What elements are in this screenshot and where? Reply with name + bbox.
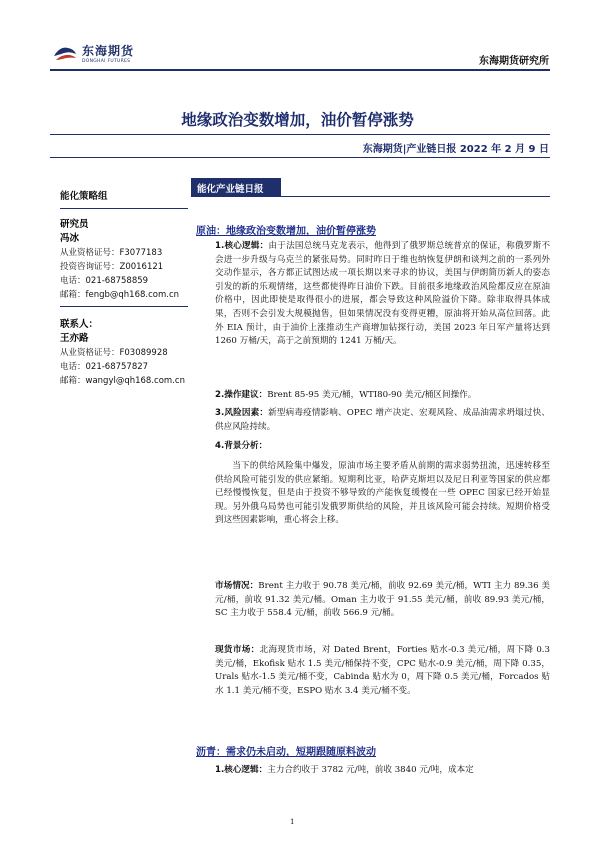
asphalt-logic-label: 1.核心逻辑： [215,765,268,775]
analyst-info-line: 电话：021-68758859 [60,276,149,286]
contact-email: 邮箱：wangyl@qh168.com.cn [60,376,185,386]
crude-spot-label: 现货市场： [215,645,260,655]
section-label: 能化产业链日报 [191,178,281,196]
analyst-info-line: 投资咨询证号：Z0016121 [60,262,164,272]
subtitle-divider [50,157,550,158]
report-title: 地缘政治变数增加，油价暂停涨势 [181,111,414,129]
crude-risk-factors [215,407,550,434]
crude-core-logic [215,240,550,349]
page-header [0,0,595,72]
crude-bg-label: 4.背景分析： [215,441,268,451]
contact-name: 王亦路 [60,333,89,344]
logo-mark-icon [52,42,78,64]
institute-name: 东海期货研究所 [479,56,549,67]
contact-heading: 联系人： [60,319,99,330]
analyst-name: 冯冰 [60,233,80,244]
crude-spot-text: 北海现货市场，对 Dated Brent，Forties 贴水-0.3 美元/桶，周下降 0.3 美元/桶，Ekofisk 贴水 1.5 美元/桶保持不变，CPC 贴水-0.9 美元/桶，周下降 0.35，Urals 贴水-1.5 美元/桶不变，Cabinda 贴水为 0，周下降 0.5 美元/桶，Forcados 贴水 1.1 美元/桶不变，ESPO 贴水 3.4 美元/桶不变。 [215,645,550,696]
crude-logic-text: 由于法国总统马克龙表示，他得到了俄罗斯总统普京的保证，称俄罗斯不会进一步升级与乌克兰的紧张局势。同时昨日于维也纳恢复伊朗和谈判之前的一系列外交动作显示，各方都正试图达成一项长期以来寻求的协议，美国与伊朗简历新人的姿态引发的新的乐观情绪，这些都使得昨日油价下跌。目前很多地缘政治风险都反应在原油价格中，因此即使是取得很小的进展，都会导致这种风险溢价下降。除非取得具体成果，否则不会引发大规模抛售，但如果情况没有变得更糟，原油将开始从高位回落。此外 EIA 预计，由于油价上涨推动生产商增加钻探行动，美国 2023 年日军产量将达到 1260 万桶/天，高于之前预期的 1241 万桶/天。 [215,241,550,347]
company-logo [52,42,134,64]
page-number: 1 [290,818,295,826]
crude-background-text: 当下的供给风险集中爆发，原油市场主要矛盾从前期的需求弱势扭流，迅速转移至供给风险可能引发的供应紧缩。短期利比亚，哈萨克斯坦以及尼日利亚等国家的供应都已经慢慢恢复，但是由于投资不够导致的产能恢复缓慢在一些 OPEC 国家已经开始显现。另外俄乌局势也可能引发俄罗斯供给的风险，并且该风险可能会持续。短期价格受到这些因素影响，重心将会上移。 [215,461,550,526]
report-subtitle: 东海期货|产业链日报 2022 年 2 月 9 日 [362,144,549,155]
sidebar-divider [60,208,188,209]
section-divider [191,196,550,197]
contact-info-line: 电话：021-68757827 [60,362,149,372]
crude-market-label: 市场情况： [215,581,259,591]
strategy-group: 能化策略组 [60,191,108,202]
crude-oil-heading: 原油：地缘政治变数增加，油价暂停涨势 [196,226,376,237]
crude-risk-text: 新型病毒疫情影响、OPEC 增产决定、宏观风险、成品油需求坍塌过快、供应风险持续。 [215,408,550,432]
crude-risk-label: 3.风险因素： [215,408,269,418]
crude-op-label: 2.操作建议： [215,390,268,400]
asphalt-core-logic [215,764,550,778]
logo-english: DONGHAI FUTURES [82,59,131,64]
asphalt-heading: 沥青：需求仍未启动，短期跟随原料波动 [196,747,376,758]
crude-logic-label: 1.核心逻辑： [215,241,269,251]
asphalt-logic-text: 主力合约收于 3782 元/吨，前收 3840 元/吨，成本定 [267,765,474,775]
logo-name: 东海期货 [82,44,135,58]
contact-info-line: 从业资格证号：F03089928 [60,348,168,358]
crude-spot-market [215,644,550,698]
crude-market-text: Brent 主力收于 90.78 美元/桶，前收 92.69 美元/桶，WTI 主力 89.36 美元/桶，前收 91.32 美元/桶。Oman 主力收于 91.55 美元/桶，前收 89.93 美元/桶，SC 主力收于 558.4 元/桶，前收 566.9 元/桶。 [215,581,550,619]
title-divider [50,134,550,135]
crude-op-text: Brent 85-95 美元/桶，WTI80-90 美元/桶区间操作。 [267,390,477,400]
analyst-heading: 研究员 [60,219,89,230]
analyst-info-line: 从业资格证号：F3077183 [60,248,163,258]
crude-operation-advice [215,389,550,403]
sidebar-divider [60,306,188,307]
header-divider [50,69,550,71]
crude-market-conditions [215,580,550,621]
crude-background-heading [215,440,550,454]
analyst-email: 邮箱：fengb@qh168.com.cn [60,290,180,300]
